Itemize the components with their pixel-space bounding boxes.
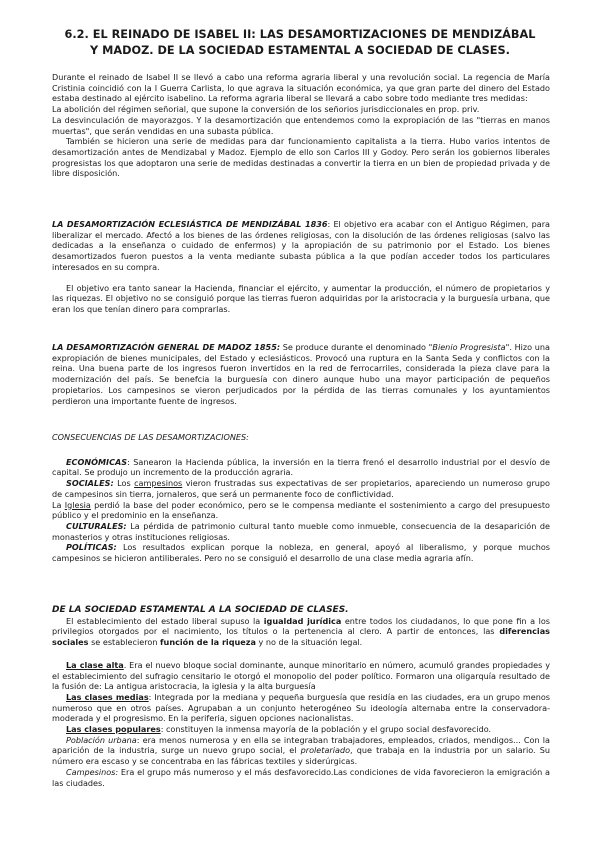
intro-paragraph: Durante el reinado de Isabel II se llevó a cabo una reforma agraria liberal y una revolución social. La regencia de María Cristinia coincidió con la I Guerra Carlista, lo que agrava la situación económica, ya que gran parte del dinero del Estado estaba destinado al ejército isabelino. La reforma agraria liberal se llevará a cabo sobre todo mediante tres medidas: <box>52 72 550 104</box>
middle-class: Las clases medias: Integrada por la mediana y pequeña burguesía que residía en las ciudades, era un grupo menos numeroso que en otros países. Agrupaban a un conjunto heterogéneo Su ideología alternaba entre la conservadora-moderada y el progresismo. En la periferia, siguen opciones nacionalistas. <box>52 691 550 724</box>
economic-consequence: ECONÓMICAS: Sanearon la Hacienda pública, la inversión en la tierra frenó el desarrollo industrial por el desvío de capital. Se produjo un incremento de la producción agraria. <box>52 456 550 478</box>
mendizabal-section <box>52 219 550 315</box>
peasants: Campesinos: Era el grupo más numeroso y el más desfavorecido.Las condiciones de vida favorecieron la emigración a las ciudades. <box>52 766 550 788</box>
political-consequence: POLÍTICAS: Los resultados explican porque la nobleza, en general, apoyó al liberalismo, y porque muchos campesinos se hicieron antiliberales. Pero no se consiguió el desarrollo de una clase media agraria afín. <box>52 542 550 564</box>
popular-classes: Las clases populares: constituyen la inmensa mayoría de la población y el grupo social desfavorecido. <box>66 724 492 735</box>
society-intro: El establecimiento del estado liberal supuso la igualdad jurídica entre todos los ciudadanos, lo que pone fin a los privilegios otorgados por el nacimiento, los títulos o la pertenencia al clero. A partir de entonces, las diferencias sociales se establecieron función de la riqueza y no de la situación legal. <box>52 615 550 648</box>
madoz-heading: LA DESAMORTIZACIÓN GENERAL DE MADOZ 1855: <box>52 342 281 352</box>
urban-population: Población urbana: era menos numerosa y en ella se integraban trabajadores, empleados, criados, mendigos... Con la aparición de la industria, surge un nuevo grupo social, el proletariado, que trabaja en la industria por un salario. Su número era escaso y se concentraba en las fábricas textiles y siderúrgicas. <box>52 734 550 767</box>
page-title: 6.2. EL REINADO DE ISABEL II: LAS DESAMORTIZACIONES DE MENDIZÁBAL Y MADOZ. DE LA SOCIEDAD ESTAMENTAL A SOCIEDAD DE CLASES. <box>64 28 536 57</box>
upper-class: La clase alta. Era el nuevo bloque social dominante, aunque minoritario en número, acumuló grandes propiedades y el establecimiento del sufragio censitario le otorgó el monopolio del poder político. Formaron una oligarquía resultado de la fusión de: La antigua aristocracia, la iglesia y la alta burguesía <box>52 659 550 692</box>
mendizabal-paragraph <box>52 219 550 273</box>
bienio-term: Bienio Progresista <box>432 342 506 352</box>
mendizabal-heading: LA DESAMORTIZACIÓN ECLESIÁSTICA DE MENDIZÁBAL 1836 <box>52 219 328 229</box>
consequences-heading: CONSECUENCIAS DE LAS DESAMORTIZACIONES: <box>52 432 249 442</box>
mendizabal-body: : El objetivo era acabar con el Antiguo Régimen, para liberalizar el mercado. Afectó a los bienes de las órdenes religiosas, con la disolución de las órdenes religiosas (salvo las dedicadas a la enseñanza o cuidado de enfermos) y la apropiación de su patrimonio por el Estado. Los bienes desamortizados fueron puestos a la venta mediante subasta pública a la que podían acceder todos los particulares interesados en su compra. <box>52 219 550 272</box>
measure-1: La abolición del régimen señorial, que supone la conversión de los señorios jurisdiccionales en prop. priv. <box>52 104 480 115</box>
cultural-consequence: CULTURALES: La pérdida de patrimonio cultural tanto mueble como inmueble, consecuencia de la desaparición de monasterios y otras instituciones religiosas. <box>52 520 550 542</box>
social-consequence: SOCIALES: Los campesinos vieron frustradas sus expectativas de ser propietarios, apareciendo un numeroso grupo de campesinos sin tierra, jornaleros, que será un permanente foco de conflictividad. <box>52 478 550 499</box>
intro-section <box>52 72 550 179</box>
church-consequence: La Iglesia perdió la base del poder económico, pero se le compensa mediante el sostenimiento a cargo del presupuesto público y el predominio en la enseñanza. <box>52 499 550 521</box>
consequences-section <box>52 432 550 564</box>
madoz-section <box>52 342 550 406</box>
madoz-paragraph: LA DESAMORTIZACIÓN GENERAL DE MADOZ 1855: Se produce durante el denominado "Bienio Progresista". Hizo una expropiación de bienes municipales, del Estado y eclesiásticos. Provocó una ruptura en la Santa Seda y conflictos con la reina. Una buena parte de los ingresos fueron invertidos en la red de ferrocarriles, considerada la pieza clave para la modernización del país. Se benefcia la burguesía con dinero aunque hubo una mayor participación de pequeños propietarios. Los campesinos se vieron perjudicados por la pérdida de las tierras comunales y los ayuntamientos perdieron una importante fuente de ingresos. <box>52 342 550 406</box>
measure-2: La desvinculación de mayorazgos. Y la desamortización que entendemos como la expropiación de las "tierras en manos muertas", que serán vendidas en una subasta pública. <box>52 114 550 136</box>
mendizabal-paragraph-2: El objetivo era tanto sanear la Hacienda, financiar el ejército, y aumentar la producción, el número de propietarios y las riquezas. El objetivo no se consiguió porque las tierras fueron adquiridas por la aristocracia y la burguesía urbana, que eran los que tenían dinero para comprarlas. <box>52 282 550 314</box>
society-section <box>52 605 550 788</box>
intro-paragraph-2: También se hicieron una serie de medidas para dar funcionamiento capitalista a la tierra. Hubo varios intentos de desamortización antes de Mendizabal y Madoz. Ejemplo de ello son Carlos III y Godoy. Pero serán los gobiernos liberales progresistas los que adoptaron una serie de medidas destinadas a convertir la tierra en un bien de propiedad privada y de libre disposición. <box>52 136 550 179</box>
society-heading: DE LA SOCIEDAD ESTAMENTAL A LA SOCIEDAD DE CLASES. <box>52 605 349 615</box>
